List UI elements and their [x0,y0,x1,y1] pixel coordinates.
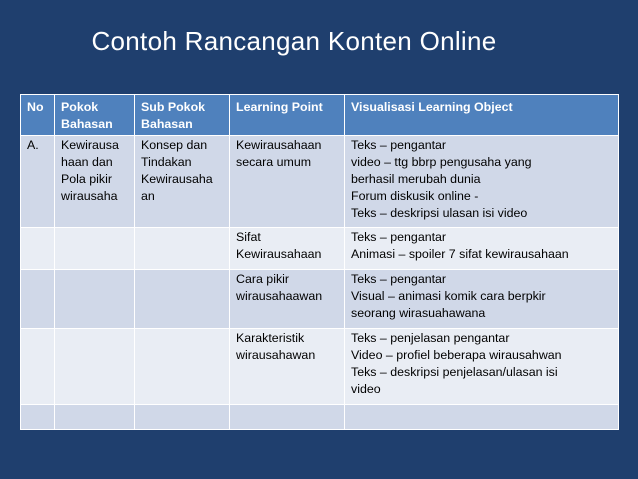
table-header-row [21,95,619,136]
cell-visualisasi [345,270,619,329]
cell-visualisasi [345,228,619,270]
cell-line: Teks – pengantar [351,272,447,286]
table-row [21,136,619,228]
cell-line: video – ttg bbrp pengusaha yang [351,155,532,169]
cell-line: haan dan [61,155,113,169]
cell-line: Kewirausa [61,138,119,152]
cell-sub-pokok-bahasan [135,405,230,430]
cell-pokok-bahasan [55,329,135,405]
cell-line: Teks – deskripsi ulasan isi video [351,206,528,220]
cell-line: Konsep dan [141,138,208,152]
cell-line: Teks – pengantar [351,230,447,244]
cell-pokok-bahasan [55,405,135,430]
cell-no [21,329,55,405]
cell-learning-point [230,136,345,228]
cell-no [21,228,55,270]
cell-line: Pola pikir [61,172,112,186]
header-visualisasi: Visualisasi Learning Object [345,95,619,136]
cell-sub-pokok-bahasan [135,270,230,329]
cell-line: wirausahaawan [236,289,323,303]
cell-line: Tindakan [141,155,192,169]
cell-learning-point [230,329,345,405]
cell-sub-pokok-bahasan [135,136,230,228]
cell-line: Teks – pengantar [351,138,447,152]
table-row [21,270,619,329]
cell-line: Animasi – spoiler 7 sifat kewirausahaan [351,247,569,261]
header-sub-pokok-bahasan: Sub Pokok Bahasan [135,95,230,136]
header-pokok-bahasan: Pokok Bahasan [55,95,135,136]
cell-no [21,405,55,430]
cell-line: Kewirausahaan [236,247,322,261]
cell-line: video [351,382,381,396]
cell-visualisasi [345,329,619,405]
cell-line: Sifat [236,230,261,244]
cell-pokok-bahasan [55,270,135,329]
cell-no [21,270,55,329]
header-no: No [21,95,55,136]
slide-title: Contoh Rancangan Konten Online [91,26,497,56]
cell-line: Teks – deskripsi penjelasan/ulasan isi [351,365,558,379]
cell-pokok-bahasan [55,136,135,228]
table-row [21,228,619,270]
cell-line: Karakteristik [236,331,305,345]
cell-line: Teks – penjelasan pengantar [351,331,510,345]
cell-sub-pokok-bahasan [135,228,230,270]
cell-line: berhasil merubah dunia [351,172,481,186]
cell-learning-point [230,270,345,329]
cell-line: Cara pikir [236,272,290,286]
cell-line: Forum diskusik online - [351,189,479,203]
cell-line: wirausaha [61,189,118,203]
cell-line: secara umum [236,155,312,169]
cell-visualisasi [345,136,619,228]
table-row [21,329,619,405]
cell-learning-point [230,228,345,270]
cell-line: Video – profiel beberapa wirausahwan [351,348,562,362]
cell-line: wirausahawan [236,348,316,362]
table-row [21,405,619,430]
cell-line: Kewirausahaan [236,138,322,152]
header-learning-point: Learning Point [230,95,345,136]
cell-no: A. [21,136,55,228]
cell-sub-pokok-bahasan [135,329,230,405]
cell-line: Kewirausaha [141,172,213,186]
cell-line: Visual – animasi komik cara berpkir [351,289,546,303]
cell-line: seorang wirasuahawana [351,306,486,320]
cell-pokok-bahasan [55,228,135,270]
cell-learning-point [230,405,345,430]
content-plan-table [20,94,619,430]
cell-visualisasi [345,405,619,430]
cell-line: an [141,189,155,203]
